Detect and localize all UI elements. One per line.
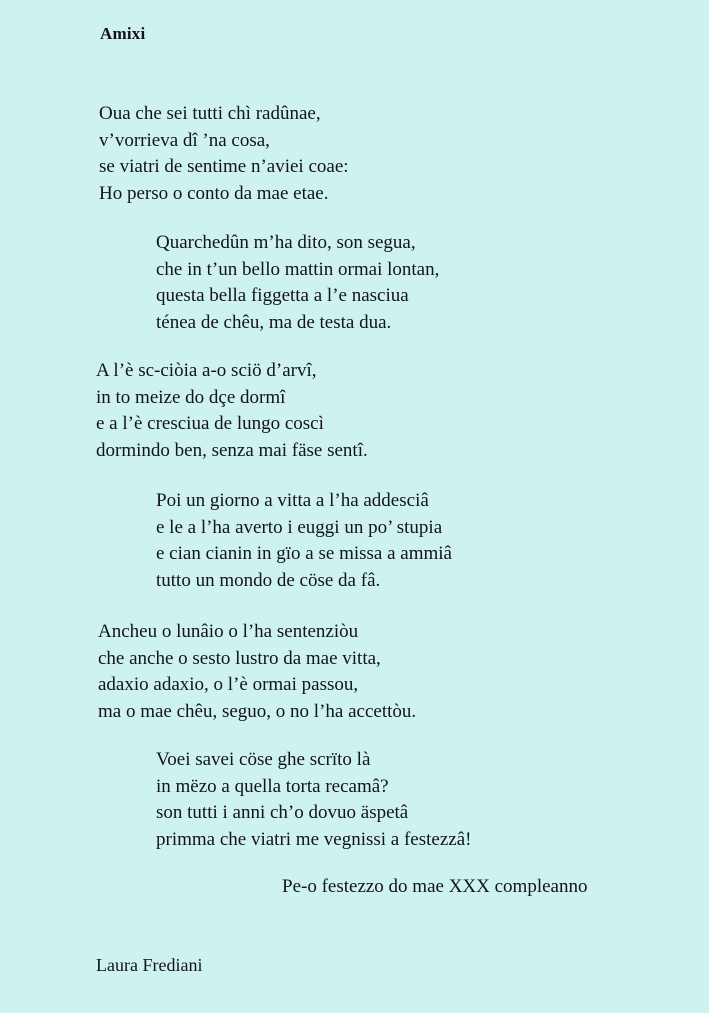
poem-line: se viatri de sentime n’aviei coae: [99,156,349,177]
poem-line: Ancheu o lunâio o l’ha sentenziòu [98,621,359,642]
poem-line: ténea de chêu, ma de testa dua. [156,311,392,333]
poem-line: dormindo ben, senza mai fäse sentî. [96,439,368,461]
poem-line: primma che viatri me vegnissi a festezzâ! [156,828,472,850]
poem-line: adaxio adaxio, o l’è ormai passou, [98,674,359,695]
poem-line: ma o mae chêu, seguo, o no l’ha accettòu. [98,700,417,722]
poem-line: che anche o sesto lustro da mae vitta, [98,647,381,669]
poem-line: son tutti i anni ch’o dovuo äspetâ [156,802,409,823]
poem-line: v’vorrieva dî ’na cosa, [99,129,270,151]
poem-line: Oua che sei tutti chì radûnae, [99,103,321,124]
stanza-5 [98,619,416,725]
poem-line: in mëzo a quella torta recamâ? [156,775,389,797]
poem-line: tutto un mondo de cöse da fâ. [156,569,381,591]
poem-line: questa bella figgetta a l’e nasciua [156,285,409,306]
poem-line: e le a l’ha averto i euggi un po’ stupia [156,516,443,538]
poem-title: Amixi [100,24,146,43]
poem-line: Ho perso o conto da mae etae. [99,182,329,204]
stanza-3 [96,358,368,464]
dedication: Pe-o festezzo do mae XXX compleanno [282,876,588,897]
stanza-2 [156,230,439,336]
poem-line: A l’è sc-ciòia a-o sciö d’arvî, [96,360,317,381]
poem-line: Voei savei cöse ghe scrïto là [156,749,371,770]
poem-line: e a l’è cresciua de lungo coscì [96,413,324,434]
poem-line: Poi un giorno a vitta a l’ha addesciâ [156,490,429,511]
poem-line: in to meize do dçe dormî [96,386,286,408]
poem-line: che in t’un bello mattin ormai lontan, [156,258,440,280]
poem-line: e cian cianin in gïo a se missa a ammiâ [156,543,452,564]
stanza-1 [99,101,349,207]
stanza-6 [156,747,471,853]
author-signature: Laura Frediani [96,955,203,975]
poem-line: Quarchedûn m’ha dito, son segua, [156,232,416,253]
stanza-4 [156,488,452,594]
